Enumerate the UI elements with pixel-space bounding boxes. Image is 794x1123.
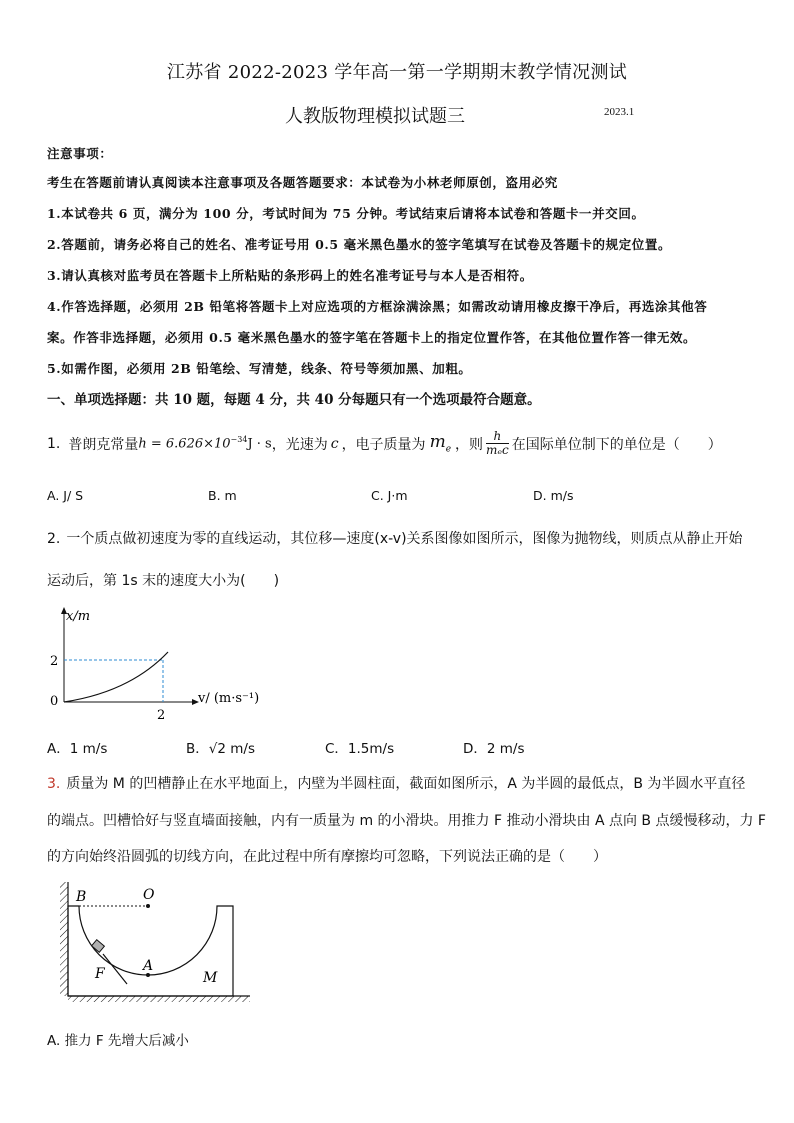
groove-figure	[55, 878, 255, 1004]
exam-date: 2023.1	[604, 106, 635, 118]
y-axis-label: x/m	[66, 609, 91, 624]
question-number: 3.	[47, 776, 61, 792]
notice-line: 案。作答非选择题，必须用 0.5 毫米黑色墨水的签字笔在答题卡上的指定位置作答，在其他位置作答一律无效。	[47, 330, 697, 345]
notice-line: 4.作答选择题，必须用 2B 铅笔将答题卡上对应选项的方框涂满涂黑；如需改动请用橡皮擦干净后，再选涂其他答	[47, 299, 708, 314]
x-axis-label: v/ (m·s⁻¹)	[198, 691, 260, 706]
notice-line: 1.本试卷共 6 页，满分为 100 分，考试时间为 75 分钟。考试结束后请将本试卷和答题卡一并交回。	[47, 206, 645, 221]
label-f: F	[95, 966, 105, 982]
section-heading: 一、单项选择题：共 10 题，每题 4 分，共 40 分每题只有一个选项最符合题意。	[47, 392, 541, 408]
option-b: B．√2 m/s	[186, 741, 255, 757]
label-o: O	[143, 887, 155, 903]
option-a: A. 推力 F 先增大后减小	[47, 1033, 189, 1049]
option-c: C．1.5m/s	[325, 741, 395, 757]
question-text: 普朗克常量	[68, 436, 139, 453]
symbol-e: e	[445, 444, 452, 455]
ground-hatching	[68, 996, 250, 1002]
formula-exponent: −34	[230, 435, 248, 445]
fraction-h-over-mec	[486, 430, 509, 457]
fraction-denominator: mₑc	[486, 443, 509, 457]
question-text: ，电子质量为	[341, 436, 426, 453]
label-b: B	[76, 889, 87, 905]
option-b: B. m	[208, 488, 237, 503]
origin-label: 0	[50, 694, 59, 709]
question-3-line1	[47, 773, 745, 793]
symbol-c: c	[330, 435, 339, 452]
exam-subtitle: 人教版物理模拟试题三	[285, 106, 465, 127]
question-number: 1.	[47, 435, 61, 452]
notice-line: 考生在答题前请认真阅读本注意事项及各题答题要求：本试卷为小林老师原创，盗用必究	[47, 175, 558, 190]
question-text: 质量为 M 的凹槽静止在水平地面上，内壁为半圆柱面，截面如图所示，A 为半圆的最低点，B 为半圆水平直径	[66, 776, 746, 792]
force-arrow	[103, 954, 127, 984]
question-text: 在国际单位制下的单位是（ ）	[511, 436, 722, 453]
label-a: A	[143, 958, 154, 974]
fraction-numerator: h	[486, 430, 509, 444]
option-d: D．2 m/s	[463, 741, 525, 757]
question-3-line2: 的端点。凹槽恰好与竖直墙面接触，内有一质量为 m 的小滑块。用推力 F 推动小滑块由 A 点向 B 点缓慢移动，力 F	[47, 813, 766, 829]
symbol-m: m	[429, 432, 446, 453]
question-text: ，则	[455, 436, 484, 453]
question-2-line1	[47, 528, 743, 548]
exam-title: 江苏省 2022-2023 学年高一第一学期期末教学情况测试	[166, 62, 628, 83]
wall-hatching	[60, 882, 68, 996]
slider-block	[92, 940, 105, 953]
x-v-graph	[40, 602, 260, 724]
symbol-me	[430, 432, 451, 454]
question-2-line2: 运动后，第 1s 末的速度大小为( )	[47, 573, 280, 589]
notice-line: 2.答题前，请务必将自己的姓名、准考证号用 0.5 毫米黑色墨水的签字笔填写在试卷及答题卡的规定位置。	[47, 237, 672, 252]
label-m: M	[203, 970, 218, 986]
formula-h: h = 6.626×10	[138, 436, 231, 452]
option-a: A．1 m/s	[47, 741, 108, 757]
option-d: D. m/s	[533, 488, 574, 503]
notice-line: 5.如需作图，必须用 2B 铅笔绘、写清楚，线条、符号等须加黑、加粗。	[47, 361, 472, 376]
option-a: A. J/ S	[47, 488, 84, 503]
question-1	[47, 430, 722, 457]
option-c: C. J·m	[371, 488, 408, 503]
question-number: 2.	[47, 531, 61, 547]
y-tick-label: 2	[50, 654, 59, 669]
notice-heading: 注意事项：	[47, 146, 113, 161]
planck-formula	[138, 435, 271, 451]
center-point	[146, 904, 150, 908]
question-text: 一个质点做初速度为零的直线运动，其位移—速度(x-v)关系图像如图所示，图像为抛物线，则质点从静止开始	[66, 531, 743, 547]
x-tick-label: 2	[157, 708, 166, 723]
question-text: ，光速为	[271, 436, 328, 453]
formula-unit: J · s	[247, 436, 272, 452]
question-3-line3: 的方向始终沿圆弧的切线方向，在此过程中所有摩擦均可忽略，下列说法正确的是（ ）	[47, 849, 607, 865]
notice-line: 3.请认真核对监考员在答题卡上所粘贴的条形码上的姓名准考证号与本人是否相符。	[47, 268, 533, 283]
